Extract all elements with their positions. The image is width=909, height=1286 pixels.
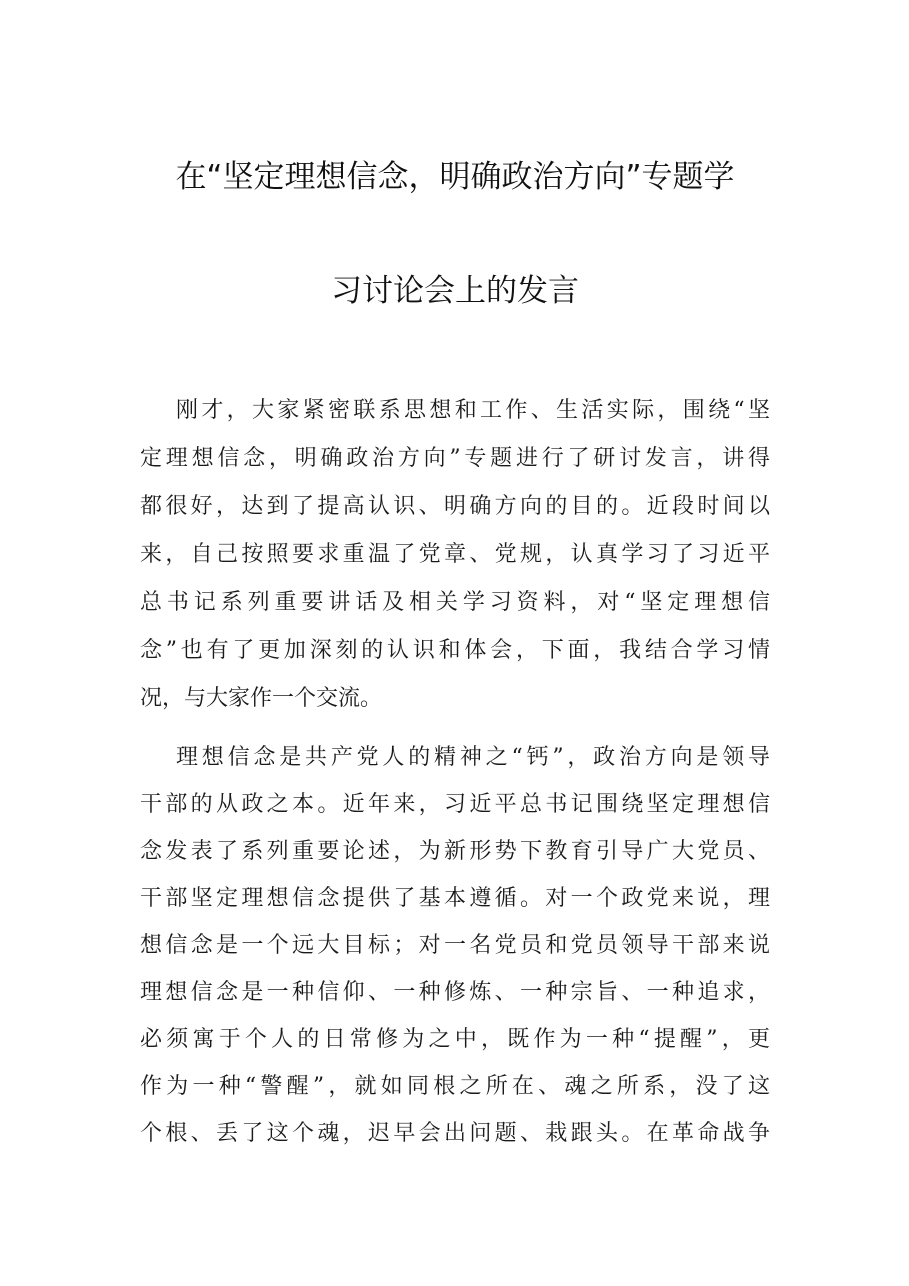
paragraph-line: 想信念是一个远大目标；对一名党员和党员领导干部来说 (140, 933, 770, 958)
paragraph-line: 总书记系列重要讲话及相关学习资料，对“坚定理想信 (140, 590, 770, 615)
paragraph-line: 理想信念是一种信仰、一种修炼、一种宗旨、一种追求， (140, 980, 770, 1005)
paragraph-line: 干部的从政之本。近年来，习近平总书记围绕坚定理想信 (140, 792, 770, 817)
paragraph-line: 都很好，达到了提高认识、明确方向的目的。近段时间以 (140, 494, 770, 519)
paragraph-line: 定理想信念，明确政治方向”专题进行了研讨发言，讲得 (140, 446, 770, 471)
paragraph-line: 干部坚定理想信念提供了基本遵循。对一个政党来说，理 (140, 886, 770, 911)
paragraph-line: 况，与大家作一个交流。 (140, 686, 383, 711)
paragraph-line: 念”也有了更加深刻的认识和体会，下面，我结合学习情 (140, 638, 770, 663)
paragraph-line: 作为一种“警醒”，就如同根之所在、魂之所系，没了这 (140, 1074, 770, 1099)
paragraph-line: 个根、丢了这个魂，迟早会出问题、栽跟头。在革命战争 (140, 1121, 770, 1146)
paragraph-line: 刚才，大家紧密联系思想和工作、生活实际，围绕“坚 (176, 398, 770, 423)
paragraph-line: 理想信念是共产党人的精神之“钙”，政治方向是领导 (176, 745, 770, 770)
paragraph-line: 念发表了系列重要论述，为新形势下教育引导广大党员、 (140, 839, 770, 864)
document-title-line-2: 习讨论会上的发言 (331, 273, 579, 309)
document-title-line-1: 在“坚定理想信念，明确政治方向”专题学 (175, 159, 735, 195)
paragraph-line: 来，自己按照要求重温了党章、党规，认真学习了习近平 (140, 542, 770, 567)
paragraph-line: 必须寓于个人的日常修为之中，既作为一种“提醒”，更 (140, 1027, 770, 1052)
